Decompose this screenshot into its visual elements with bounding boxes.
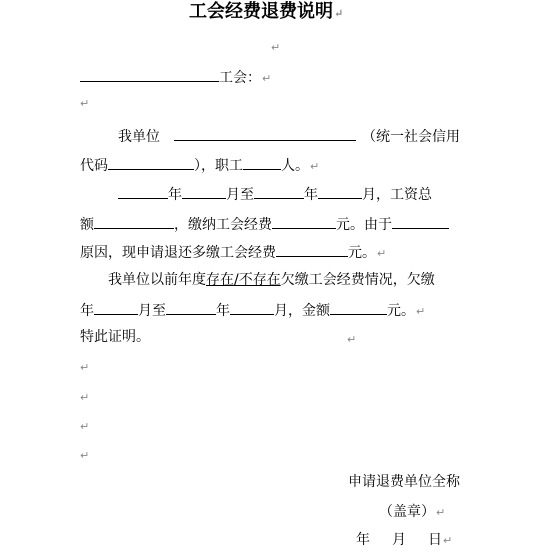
total-wage-blank[interactable] <box>94 214 174 229</box>
employee-count-blank[interactable] <box>243 155 281 170</box>
paragraph-mark-icon: ↵ <box>334 7 344 20</box>
paragraph-mark-icon: ↵ <box>416 305 426 318</box>
arrears-start-month-blank[interactable] <box>94 300 138 315</box>
start-month-blank[interactable] <box>182 184 226 199</box>
end-month-blank[interactable] <box>318 184 362 199</box>
arrears-amount-blank[interactable] <box>330 300 387 315</box>
signature-org: 申请退费单位全称 <box>348 474 460 490</box>
paragraph-mark-icon: ↵ <box>443 534 453 547</box>
paragraph-mark-icon: ↵ <box>80 391 90 404</box>
paid-fee-blank[interactable] <box>272 214 336 229</box>
paragraph-mark-icon: ↵ <box>347 333 357 346</box>
paragraph-mark-icon: ↵ <box>377 247 387 260</box>
signature-date: 年 月 日↵ <box>356 532 453 548</box>
addressee-line: 工会：↵ <box>80 67 271 88</box>
reason-blank[interactable] <box>392 214 449 229</box>
exists-option[interactable]: 存在/不存在 <box>206 272 281 288</box>
document-title: 工会经费退费说明↵ <box>189 1 344 22</box>
paragraph-mark-icon: ↵ <box>262 72 272 85</box>
para3-line2: 年 月至 年 月，金额 元。↵ <box>80 300 425 321</box>
para2-line3: 原因，现申请退还多缴工会经费 元。↵ <box>80 242 386 263</box>
para1-line2: 代码 ），职工 人。↵ <box>80 155 319 176</box>
credit-code-blank[interactable] <box>108 155 194 170</box>
paragraph-mark-icon: ↵ <box>80 361 90 374</box>
paragraph-mark-icon: ↵ <box>310 160 320 173</box>
refund-amount-blank[interactable] <box>276 242 348 257</box>
arrears-end-month-blank[interactable] <box>230 300 274 315</box>
paragraph-mark-icon: ↵ <box>80 420 90 433</box>
paragraph-mark-icon: ↵ <box>271 41 281 54</box>
para2-line1: 年 月至 年 月，工资总 <box>118 184 432 204</box>
para1-line1: 我单位 （统一社会信用 <box>118 126 460 146</box>
para2-line2: 额 ，缴纳工会经费 元。由于 <box>80 214 449 234</box>
paragraph-mark-icon: ↵ <box>436 506 446 519</box>
paragraph-mark-icon: ↵ <box>80 449 90 462</box>
paragraph-mark-icon: ↵ <box>80 97 90 110</box>
union-name-blank[interactable] <box>80 67 219 82</box>
para3-line1: 我单位以前年度存在/不存在欠缴工会经费情况，欠缴 <box>108 272 435 288</box>
unit-name-blank[interactable] <box>174 126 356 141</box>
signature-seal: （盖章）↵ <box>379 504 446 520</box>
start-year-blank[interactable] <box>118 184 168 199</box>
end-year-blank[interactable] <box>254 184 304 199</box>
closing-line: 特此证明。 <box>80 329 150 345</box>
arrears-end-year-blank[interactable] <box>166 300 216 315</box>
